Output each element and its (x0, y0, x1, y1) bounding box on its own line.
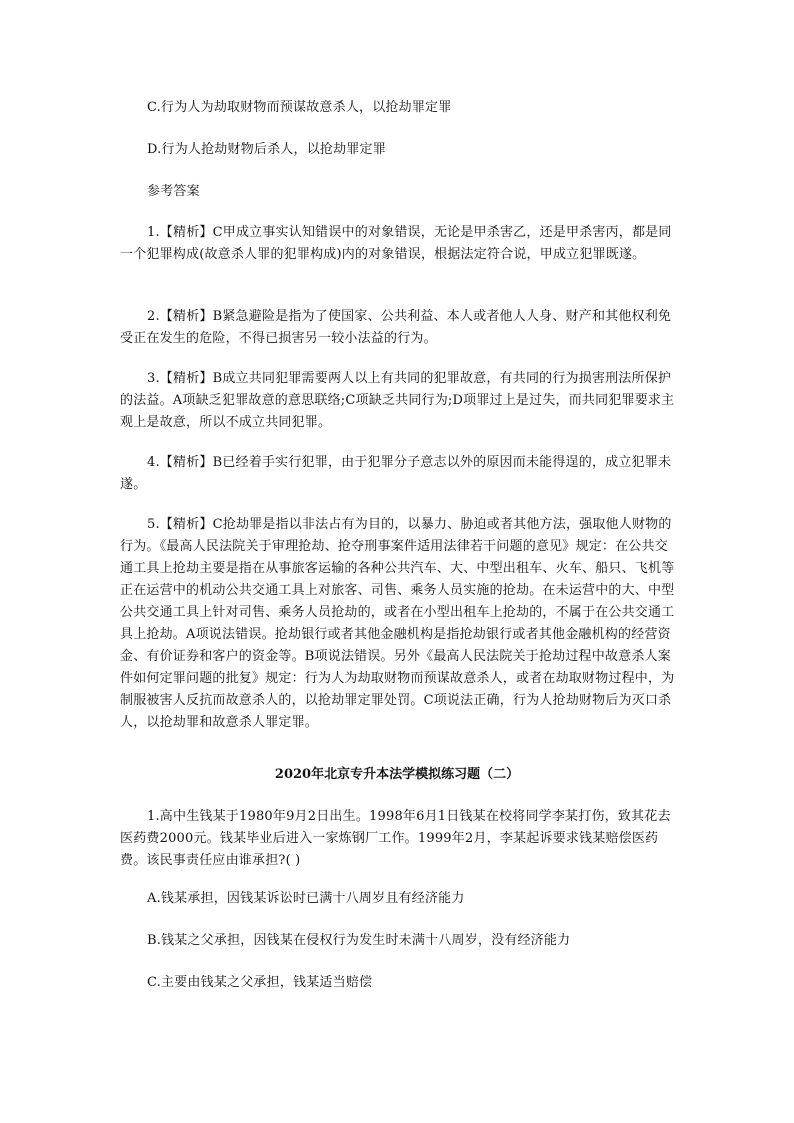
question-1-option-a: A.钱某承担，因钱某诉讼时已满十八周岁且有经济能力 (147, 891, 465, 906)
analysis-4: 4.【精析】B已经着手实行犯罪，由于犯罪分子意志以外的原因而未能得逞的，成立犯罪未遂。 (120, 455, 672, 492)
option-d-prev: D.行为人抢劫财物后杀人，以抢劫罪定罪 (147, 142, 386, 157)
question-1-stem: 1.高中生钱某于1980年9月2日出生。1998年6月1日钱某在校将同学李某打伤，致其花去医药费2000元。钱某毕业后进入一家炼钢厂工作。1999年2月，李某起诉要求钱某赔偿医药费。该民事责任应由谁承担?( ) (120, 809, 671, 868)
option-c-prev: C.行为人为劫取财物而预谋故意杀人，以抢劫罪定罪 (147, 100, 452, 115)
analysis-2: 2.【精析】B紧急避险是指为了使国家、公共利益、本人或者他人人身、财产和其他权利免受正在发生的危险，不得已损害另一较小法益的行为。 (120, 309, 672, 346)
section-title: 2020年北京专升本法学模拟练习题（二） (274, 767, 520, 782)
analysis-1: 1.【精析】C甲成立事实认知错误中的对象错误，无论是甲杀害乙，还是甲杀害丙，都是同一个犯罪构成(故意杀人罪的犯罪构成)内的对象错误，根据法定符合说，甲成立犯罪既遂。 (120, 225, 672, 262)
question-1-option-b: B.钱某之父承担，因钱某在侵权行为发生时未满十八周岁，没有经济能力 (147, 933, 571, 948)
question-1-option-c: C.主要由钱某之父承担，钱某适当赔偿 (147, 975, 373, 990)
analysis-5: 5.【精析】C抢劫罪是指以非法占有为目的，以暴力、胁迫或者其他方法，强取他人财物的行为。《最高人民法院关于审理抢劫、抢夺刑事案件适用法律若干问题的意见》规定：在公共交通工具上抢劫主要是指在从事旅客运输的各种公共汽车、大、中型出租车、火车、船只、飞机等正在运营中的机动公共交通工具上对旅客、司售、乘务人员实施的抢劫。在未运营中的大、中型公共交通工具上针对司售、乘务人员抢劫的，或者在小型出租车上抢劫的，不属于在公共交通工具上抢劫。A项说法错误。抢劫银行或者其他金融机构是指抢劫银行或者其他金融机构的经营资金、有价证券和客户的资金等。B项说法错误。另外《最高人民法院关于抢劫过程中故意杀人案件如何定罪问题的批复》规定：行为人为劫取财物而预谋故意杀人，或者在劫取财物过程中，为制服被害人反抗而故意杀人的，以抢劫罪定罪处罚。C项说法正确，行为人抢劫财物后为灭口杀人，以抢劫罪和故意杀人罪定罪。 (120, 517, 675, 730)
analysis-3: 3.【精析】B成立共同犯罪需要两人以上有共同的犯罪故意，有共同的行为损害刑法所保护的法益。A项缺乏犯罪故意的意思联络;C项缺乏共同行为;D项罪过上是过失，而共同犯罪要求主观上是故意，所以不成立共同犯罪。 (120, 371, 675, 430)
answers-heading: 参考答案 (147, 184, 200, 199)
